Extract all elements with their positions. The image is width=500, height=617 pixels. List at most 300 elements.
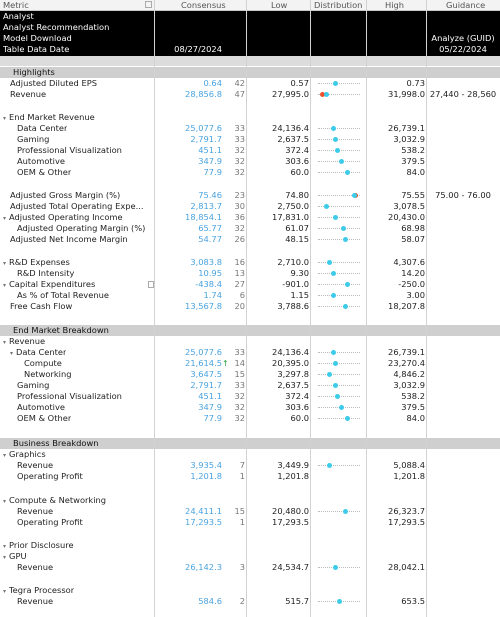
low-value: 17,293.5 [272, 517, 309, 527]
expand-toggle-icon[interactable]: ▾ [3, 282, 7, 289]
estimate-count: 1 [239, 517, 245, 527]
metric-label [10, 471, 83, 482]
consensus-marker [333, 565, 338, 570]
table-row[interactable] [0, 517, 500, 528]
distribution-line [318, 239, 360, 240]
low-value: 0.57 [290, 78, 309, 88]
table-row[interactable] [0, 402, 500, 413]
metric-label [10, 562, 53, 573]
table-date-value: 08/27/2024 [174, 44, 222, 54]
consensus-value[interactable]: -438.4 [195, 279, 222, 289]
table-row[interactable] [0, 585, 500, 596]
estimate-count: 14 [234, 358, 245, 368]
consensus-value[interactable]: 1,201.8 [190, 471, 222, 481]
high-value: 3,032.9 [393, 380, 425, 390]
section-header[interactable] [0, 438, 500, 449]
consensus-value[interactable]: 28,856.8 [185, 89, 222, 99]
distribution-line [318, 385, 360, 386]
estimate-count: 15 [234, 506, 245, 516]
metric-label [10, 402, 65, 413]
metric-label [10, 123, 67, 134]
estimate-count: 15 [234, 369, 245, 379]
table-row[interactable] [0, 460, 500, 471]
metric-label-text: R&D Intensity [17, 268, 75, 278]
consensus-value[interactable]: 77.9 [203, 167, 222, 177]
low-value: 9.30 [290, 268, 309, 278]
column-distribution[interactable]: Distribution [314, 0, 363, 10]
low-value: -901.0 [282, 279, 309, 289]
consensus-value[interactable]: 3,083.8 [190, 257, 222, 267]
low-value: 24,534.7 [272, 562, 309, 572]
metric-label [10, 391, 122, 402]
low-value: 372.4 [285, 145, 309, 155]
distribution-line [318, 363, 360, 364]
consensus-marker [343, 304, 348, 309]
metric-label [3, 190, 120, 201]
consensus-value[interactable]: 26,142.3 [185, 562, 222, 572]
metric-label [10, 268, 74, 279]
low-value: 24,136.4 [272, 347, 309, 357]
table-row[interactable] [0, 268, 500, 279]
metric-label [10, 134, 49, 145]
consensus-value[interactable]: 65.77 [198, 223, 222, 233]
distribution-line [318, 374, 360, 375]
consensus-value[interactable]: 2,813.7 [190, 201, 222, 211]
estimate-count: 32 [234, 391, 245, 401]
expand-toggle-icon[interactable]: ▾ [3, 498, 7, 505]
estimate-count: 36 [234, 212, 245, 222]
consensus-marker [327, 463, 332, 468]
high-value: 84.0 [406, 167, 425, 177]
table-row[interactable] [0, 495, 500, 506]
consensus-marker [339, 159, 344, 164]
high-value: 538.2 [401, 391, 425, 401]
table-row[interactable] [0, 134, 500, 145]
consensus-value[interactable]: 584.6 [198, 596, 222, 606]
estimate-count: 32 [234, 167, 245, 177]
consensus-marker [331, 126, 336, 131]
consensus-value[interactable]: 3,935.4 [190, 460, 222, 470]
distribution-line [318, 284, 360, 285]
consensus-marker [331, 293, 336, 298]
table-row[interactable] [0, 190, 500, 201]
metric-label-text: Professional Visualization [17, 145, 122, 155]
high-value: 3.00 [406, 290, 425, 300]
table-row[interactable] [0, 201, 500, 212]
estimate-count: 20 [234, 301, 245, 311]
metric-label [10, 413, 71, 424]
metric-label-text: Prior Disclosure [9, 540, 74, 550]
table-row[interactable] [0, 78, 500, 89]
analyze-guid-link[interactable]: Analyze (GUID) [431, 33, 495, 43]
metric-label-text: OEM & Other [17, 167, 72, 177]
metric-label-text: Automotive [17, 402, 65, 412]
consensus-value[interactable]: 3,647.5 [190, 369, 222, 379]
distribution-line [318, 295, 360, 296]
metric-label [10, 380, 49, 391]
metric-label [10, 223, 145, 234]
low-value: 61.07 [285, 223, 309, 233]
high-value: 538.2 [401, 145, 425, 155]
table-row[interactable] [0, 347, 500, 358]
metric-label [10, 596, 53, 607]
expand-toggle-icon[interactable]: ▾ [3, 452, 7, 459]
low-value: 2,637.5 [277, 134, 309, 144]
table-row[interactable] [0, 369, 500, 380]
analyst-rec-row[interactable] [0, 22, 500, 33]
table-row[interactable] [0, 257, 500, 268]
high-value: 58.07 [401, 234, 425, 244]
high-value: 0.73 [406, 78, 425, 88]
metric-label-text: Adjusted Diluted EPS [10, 78, 97, 88]
table-row[interactable] [0, 413, 500, 424]
consensus-value[interactable]: 25,077.6 [185, 347, 222, 357]
divider [310, 0, 311, 617]
low-value: 60.0 [290, 167, 309, 177]
metric-label [17, 369, 71, 380]
high-value: 5,088.4 [393, 460, 425, 470]
consensus-marker [333, 361, 338, 366]
table-row[interactable] [0, 562, 500, 573]
estimate-count: 32 [234, 223, 245, 233]
table-row[interactable] [0, 358, 500, 369]
expand-toggle-icon[interactable]: ▾ [3, 554, 7, 561]
low-value: 3,788.6 [277, 301, 309, 311]
high-value: -250.0 [398, 279, 425, 289]
estimate-count: 3 [239, 562, 245, 572]
table-row[interactable] [0, 471, 500, 482]
section-header[interactable] [0, 67, 500, 78]
table-row[interactable] [0, 380, 500, 391]
high-value: 26,739.1 [388, 123, 425, 133]
section-label: End Market Breakdown [13, 325, 109, 335]
expand-toggle-icon[interactable]: ▾ [10, 350, 14, 357]
high-value: 23,270.4 [388, 358, 425, 368]
high-value: 84.0 [406, 413, 425, 423]
consensus-marker [333, 215, 338, 220]
estimate-count: 16 [234, 257, 245, 267]
estimate-count: 2 [239, 596, 245, 606]
distribution-line [318, 465, 360, 466]
metric-label [3, 78, 97, 89]
metric-label [10, 167, 71, 178]
distribution-line [318, 352, 360, 353]
low-value: 2,750.0 [277, 201, 309, 211]
column-metric[interactable]: Metric [3, 0, 29, 10]
metric-label-text: Revenue [17, 596, 54, 606]
metric-label-text: Revenue [10, 89, 47, 99]
consensus-value[interactable]: 77.9 [203, 413, 222, 423]
section-label: Business Breakdown [13, 438, 99, 448]
low-value: 17,831.0 [272, 212, 309, 222]
metric-label [3, 234, 128, 245]
metric-label [10, 460, 53, 471]
table-row[interactable] [0, 223, 500, 234]
expand-toggle-icon[interactable]: ▾ [3, 588, 7, 595]
estimate-count: 32 [234, 402, 245, 412]
metric-label [10, 517, 83, 528]
table-row[interactable] [0, 391, 500, 402]
guidance-value: 27,440 - 28,560 [429, 89, 497, 99]
high-value: 1,201.8 [393, 471, 425, 481]
estimate-count: 1 [239, 471, 245, 481]
filter-icon[interactable] [145, 1, 152, 8]
spacer [0, 56, 500, 66]
low-value: 1.15 [290, 290, 309, 300]
analyst-rec-label: Analyst Recommendation [3, 22, 110, 32]
estimate-count: 32 [234, 145, 245, 155]
table-row[interactable] [0, 336, 500, 347]
high-value: 3,078.5 [393, 201, 425, 211]
column-high[interactable]: High [385, 0, 405, 10]
consensus-value[interactable]: 21,614.5 [185, 358, 222, 368]
table-row[interactable] [0, 506, 500, 517]
table-row[interactable] [0, 112, 500, 123]
high-value: 68.98 [401, 223, 425, 233]
metric-label-text: Adjusted Net Income Margin [10, 234, 128, 244]
consensus-value[interactable]: 25,077.6 [185, 123, 222, 133]
consensus-marker [345, 416, 350, 421]
guidance-value: 75.00 - 76.00 [435, 190, 491, 200]
metric-label-text: Graphics [9, 449, 46, 459]
metric-label-text: End Market Revenue [9, 112, 95, 122]
metric-label-text: As % of Total Revenue [17, 290, 109, 300]
estimate-count: 26 [234, 234, 245, 244]
consensus-value[interactable]: 75.46 [198, 190, 222, 200]
analyst-label: Analyst [3, 11, 34, 21]
section-header[interactable] [0, 325, 500, 336]
metric-label [10, 506, 53, 517]
consensus-value[interactable]: 347.9 [198, 156, 222, 166]
table-row[interactable] [0, 89, 500, 100]
consensus-value[interactable]: 1.74 [203, 290, 222, 300]
metric-label-text: Adjusted Operating Income [9, 212, 123, 222]
low-value: 1,201.8 [277, 471, 309, 481]
metric-label-text: Networking [24, 369, 72, 379]
estimate-count: 32 [234, 413, 245, 423]
low-value: 3,449.9 [277, 460, 309, 470]
metric-label-text: GPU [9, 551, 27, 561]
consensus-marker [335, 394, 340, 399]
metric-label-text: Adjusted Operating Margin (%) [17, 223, 146, 233]
table-row[interactable] [0, 596, 500, 607]
table-row[interactable] [0, 212, 500, 223]
table-row[interactable] [0, 123, 500, 134]
estimate-count: 7 [239, 460, 245, 470]
distribution-line [318, 273, 360, 274]
distribution-line [318, 567, 360, 568]
estimate-count: 32 [234, 156, 245, 166]
distribution-line [318, 306, 360, 307]
consensus-marker [333, 383, 338, 388]
consensus-value[interactable]: 10.95 [198, 268, 222, 278]
high-value: 379.5 [401, 156, 425, 166]
metric-label-text: Compute & Networking [9, 495, 107, 505]
low-value: 3,297.8 [277, 369, 309, 379]
distribution-line [318, 418, 360, 419]
table-date-label: Table Data Date [3, 44, 70, 54]
model-download-label: Model Download [3, 33, 72, 43]
low-value: 2,710.0 [277, 257, 309, 267]
low-value: 372.4 [285, 391, 309, 401]
divider [426, 0, 427, 617]
consensus-value[interactable]: 17,293.5 [185, 517, 222, 527]
low-value: 303.6 [285, 156, 309, 166]
consensus-marker [327, 260, 332, 265]
metric-label-text: OEM & Other [17, 413, 72, 423]
expand-toggle-icon[interactable]: ▾ [3, 215, 7, 222]
consensus-value[interactable]: 18,854.1 [185, 212, 222, 222]
table-row[interactable] [0, 449, 500, 460]
metric-label-text: Data Center [16, 347, 67, 357]
consensus-marker [352, 193, 357, 198]
high-value: 18,207.8 [388, 301, 425, 311]
high-value: 26,323.7 [388, 506, 425, 516]
high-value: 31,998.0 [388, 89, 425, 99]
high-value: 3,032.9 [393, 134, 425, 144]
metric-label-text: Revenue [17, 562, 54, 572]
expand-toggle-icon[interactable]: ▾ [3, 115, 7, 122]
metric-label-text: Revenue [9, 336, 46, 346]
table-row[interactable] [0, 301, 500, 312]
table-row[interactable] [0, 167, 500, 178]
consensus-value[interactable]: 2,791.7 [190, 380, 222, 390]
distribution-line [318, 83, 360, 84]
divider [246, 0, 247, 617]
divider [154, 0, 155, 617]
column-low[interactable]: Low [271, 0, 288, 10]
consensus-marker [333, 81, 338, 86]
consensus-value[interactable]: 451.1 [198, 145, 222, 155]
consensus-marker [339, 405, 344, 410]
consensus-marker [337, 599, 342, 604]
high-value: 20,430.0 [388, 212, 425, 222]
consensus-marker [327, 372, 332, 377]
metric-label-text: Gaming [17, 134, 50, 144]
estimate-count: 27 [234, 279, 245, 289]
model-download-row[interactable] [0, 33, 500, 44]
estimate-count: 30 [234, 201, 245, 211]
metric-label-text: Operating Profit [17, 471, 83, 481]
estimate-count: 33 [234, 380, 245, 390]
metric-label [10, 145, 122, 156]
expand-toggle-icon[interactable]: ▾ [3, 543, 7, 550]
high-value: 4,846.2 [393, 369, 425, 379]
metric-label [10, 156, 65, 167]
metric-label-text: Gaming [17, 380, 50, 390]
metric-label-text: Tegra Processor [9, 585, 75, 595]
low-value: 27,995.0 [272, 89, 309, 99]
high-value: 379.5 [401, 402, 425, 412]
consensus-marker [341, 226, 346, 231]
consensus-marker [345, 170, 350, 175]
high-value: 28,042.1 [388, 562, 425, 572]
consensus-value[interactable]: 0.64 [203, 78, 222, 88]
consensus-value[interactable]: 24,411.1 [185, 506, 222, 516]
expand-toggle-icon[interactable]: ▾ [3, 339, 7, 346]
expand-toggle-icon[interactable]: ▾ [3, 260, 7, 267]
column-consensus[interactable]: Consensus [181, 0, 226, 10]
low-value: 20,395.0 [272, 358, 309, 368]
table-row[interactable] [0, 156, 500, 167]
high-value: 26,739.1 [388, 347, 425, 357]
consensus-marker [331, 271, 336, 276]
estimate-count: 42 [234, 78, 245, 88]
metric-label-text: Data Center [17, 123, 68, 133]
estimate-count: 33 [234, 134, 245, 144]
estimate-count: 6 [239, 290, 245, 300]
estimate-count: 33 [234, 123, 245, 133]
consensus-value[interactable]: 2,791.7 [190, 134, 222, 144]
distribution-line [318, 217, 360, 218]
column-guidance[interactable]: Guidance [446, 0, 486, 10]
consensus-value[interactable]: 451.1 [198, 391, 222, 401]
table-row[interactable] [0, 540, 500, 551]
metric-label-text: R&D Expenses [9, 257, 70, 267]
distribution-line [318, 172, 360, 173]
consensus-value[interactable]: 347.9 [198, 402, 222, 412]
low-value: 60.0 [290, 413, 309, 423]
low-value: 515.7 [285, 596, 309, 606]
analyst-row[interactable] [0, 11, 500, 22]
metric-label [10, 290, 109, 301]
metric-label [3, 89, 46, 100]
metric-label-text: Free Cash Flow [10, 301, 73, 311]
consensus-marker [324, 92, 329, 97]
estimate-count: 33 [234, 347, 245, 357]
column-header-row [0, 0, 500, 11]
metric-label-text: Adjusted Gross Margin (%) [10, 190, 121, 200]
consensus-value[interactable]: 13,567.8 [185, 301, 222, 311]
divider [366, 0, 367, 617]
low-value: 2,637.5 [277, 380, 309, 390]
high-value: 75.55 [401, 190, 425, 200]
table-row[interactable] [0, 290, 500, 301]
metric-label-text: Automotive [17, 156, 65, 166]
metric-label-text: Adjusted Total Operating Expe... [10, 201, 144, 211]
distribution-line [318, 262, 360, 263]
header-block [0, 11, 500, 56]
high-value: 4,307.6 [393, 257, 425, 267]
up-arrow-icon: ↑ [222, 359, 229, 368]
metric-label-text: Professional Visualization [17, 391, 122, 401]
high-value: 653.5 [401, 596, 425, 606]
table-row[interactable] [0, 551, 500, 562]
consensus-marker [345, 282, 350, 287]
metric-label-text: Capital Expenditures [9, 279, 96, 289]
table-row[interactable] [0, 145, 500, 156]
table-date-row [0, 44, 500, 55]
distribution-line [318, 128, 360, 129]
low-value: 74.80 [285, 190, 309, 200]
consensus-value[interactable]: 54.77 [198, 234, 222, 244]
table-row[interactable] [0, 234, 500, 245]
consensus-marker [331, 350, 336, 355]
estimate-count: 23 [234, 190, 245, 200]
metric-label-text: Compute [24, 358, 62, 368]
metric-label [3, 201, 144, 212]
table-row[interactable] [0, 279, 500, 290]
distribution-line [318, 139, 360, 140]
guidance-date: 05/22/2024 [439, 44, 487, 54]
metric-label-text: Revenue [17, 506, 54, 516]
distribution-line [318, 511, 360, 512]
estimate-count: 47 [234, 89, 245, 99]
low-value: 24,136.4 [272, 123, 309, 133]
metric-label-text: Revenue [17, 460, 54, 470]
low-value: 48.15 [285, 234, 309, 244]
consensus-marker [324, 204, 329, 209]
